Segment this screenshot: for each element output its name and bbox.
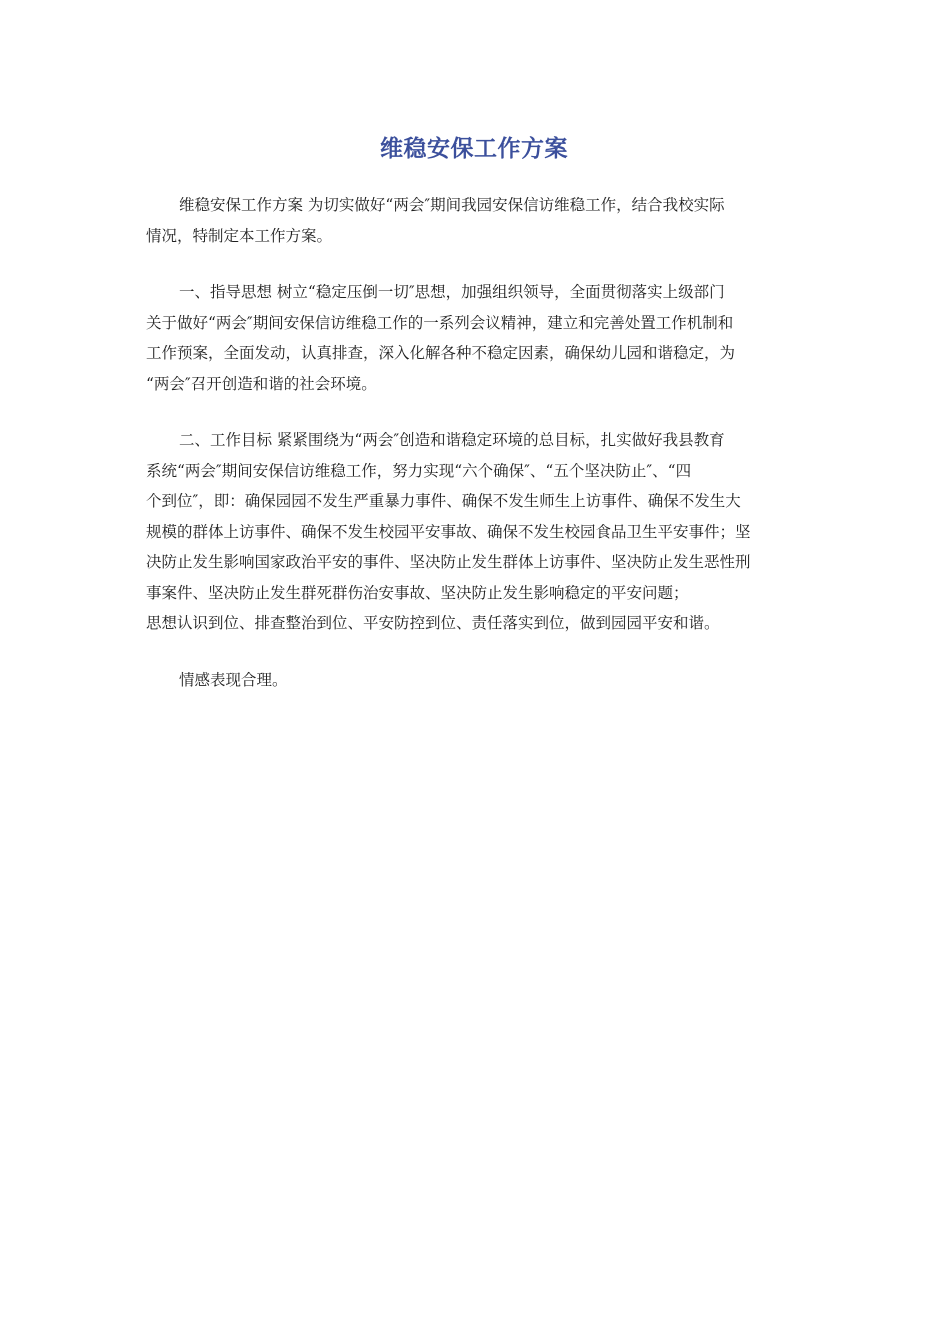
paragraph-line: 情感表现合理。 [179, 670, 288, 689]
paragraph-intro [146, 190, 802, 251]
paragraph-line: 二、工作目标 紧紧围绕为“两会″创造和谐稳定环境的总目标，扎实做好我县教育 [179, 431, 725, 449]
paragraph-line: “两会″召开创造和谐的社会环境。 [146, 374, 377, 393]
paragraph-line: 事案件、坚决防止发生群死群伤治安事故、坚决防止发生影响稳定的平安问题； [146, 583, 689, 602]
paragraph-line: 一、指导思想 树立“稳定压倒一切″思想，加强组织领导，全面贯彻落实上级部门 [179, 283, 725, 301]
paragraph-guiding-thought [146, 277, 802, 399]
paragraph-line: 系统“两会″期间安保信访维稳工作，努力实现“六个确保″、“五个坚决防止″、“四 [146, 461, 692, 480]
document-title: 维稳安保工作方案 [380, 136, 568, 162]
paragraph-line: 思想认识到位、排查整治到位、平安防控到位、责任落实到位，做到园园平安和谐。 [146, 614, 720, 632]
document-page [146, 130, 802, 721]
paragraph-line: 规模的群体上访事件、确保不发生校园平安事故、确保不发生校园食品卫生平安事件；坚 [146, 522, 751, 541]
paragraph-line: 关于做好“两会″期间安保信访维稳工作的一系列会议精神，建立和完善处置工作机制和 [146, 313, 734, 332]
paragraph-closing [146, 665, 802, 696]
paragraph-line: 决防止发生影响国家政治平安的事件、坚决防止发生群体上访事件、坚决防止发生恶性刑 [146, 553, 751, 571]
paragraph-line: 个到位″，即：确保园园不发生严重暴力事件、确保不发生师生上访事件、确保不发生大 [146, 492, 741, 510]
paragraph-line: 维稳安保工作方案 为切实做好“两会″期间我园安保信访维稳工作，结合我校实际 [179, 196, 725, 214]
paragraph-line: 情况，特制定本工作方案。 [146, 226, 333, 245]
paragraph-work-goals [146, 425, 802, 639]
paragraph-line: 工作预案，全面发动，认真排查，深入化解各种不稳定因素，确保幼儿园和谐稳定，为 [146, 344, 736, 362]
